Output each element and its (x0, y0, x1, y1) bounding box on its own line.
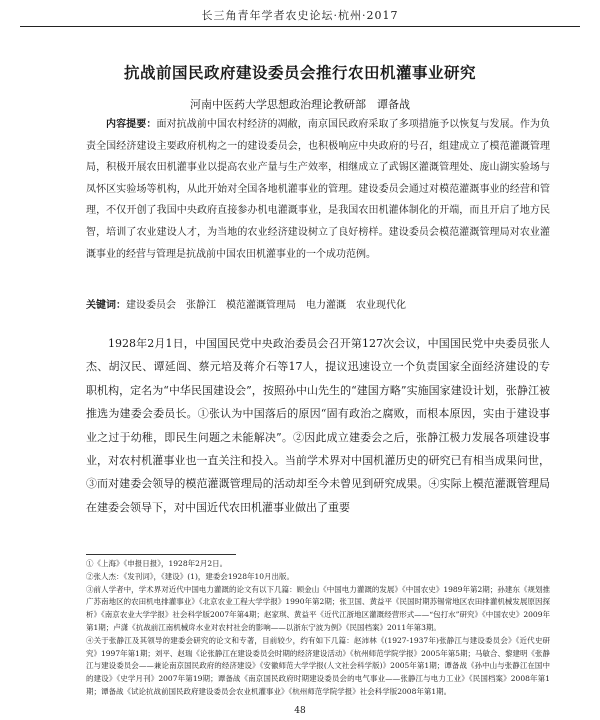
keywords-text: 建设委员会 张静江 模范灌溉管理局 电力灌溉 农业现代化 (126, 300, 406, 311)
keywords (86, 296, 550, 311)
author-affiliation: 河南中医药大学思想政治理论教研部 谭备战 (190, 98, 410, 111)
footnote-item: ④关于张静江及其领导的建委会研究的论文和专著，目前较少，约有如下几篇：赵沛林《(1927-1937年)张静江与建设委员会》《近代史研究》1997年第1期；刘平、赵瑞《论张静江在建设委员会时期的经济建设活动》《杭州师范学院学报》2005年第5期；马敏合、黎建明《张静江与建设委员会——兼论南京国民政府的经济建设》《安徽师范大学学报(人文社会科学版)》2005年第1期；谭备战《孙中山与张静江在国中的建设》《史学月刊》2007年第19期；谭备战《南京国民政府时期建设委员会的电气事业——张静江与电力工业》《民国档案》2008年第1期；谭备战《试论抗战前国民政府建设委员会农业机灌事业》《杭州师范学院学报》社会科学版2008年第1期。 (86, 635, 550, 696)
abstract (86, 114, 550, 265)
footnote-rule (86, 554, 236, 555)
footnote-item: ③前人学者中，学术界对近代中国电力灌溉的论文有以下几篇：顾金山《中国电力灌溉的发展》《中国农史》1989年第2期；孙建东《规划推广苏南地区的农田机电排灌事业》《北京农业工程大学学报》1990年第2期；张卫国、黄益平《民国时期苏锡常地区农田排灌机械发展原因探析》《南京农业大学学报》社会科学版2007年第4期；赵家琪、黄益平《近代江浙地区灌溉经营形式——“包打水”研究》《中国农史》2009年第1期；卢潇《抗战前江南机械戽水业对农村社会的影响——以浙东宁波为例》《民国档案》2011年第3期。 (86, 584, 550, 632)
abstract-label: 内容提要： (106, 119, 157, 130)
keywords-label: 关键词： (86, 300, 126, 311)
footnote-item: ①《上海》《申报日报》，1928年2月2日。 (86, 559, 228, 568)
paper-title: 抗战前国民政府建设委员会推行农田机灌事业研究 (123, 64, 476, 82)
running-header: 长三角青年学者农史论坛·杭州·2017 (201, 9, 399, 22)
page-number: 48 (294, 706, 306, 716)
body-paragraph: 1928年2月1日，中国国民党中央政治委员会召开第127次会议，中国国民党中央委员张人杰、胡汉民、谭延闿、蔡元培及蒋介石等17人，提议迅速设立一个负责国家全面经济建设的专职机构，定名为“中华民国建设会”，按照孙中山先生的“建国方略”实施国家建设计划，张静江被推选为建委会委员长。①张认为中国落后的原因“固有政治之腐败，而根本原因，实由于建设事业之过于幼稚，即民生问题之未能解决”。②因此成立建委会之后，张静江极力发展各项建设事业，对农村机灌事业也一直关注和投入。当前学术界对中国机灌历史的研究已有相当成果问世，③而对建委会领导的模范灌溉管理局的活动却至今未曾见到研究成果。④实际上模范灌溉管理局在建委会领导下，对中国近代农田机灌事业做出了重要 (86, 337, 550, 514)
footnotes (86, 558, 550, 699)
header-rule (20, 26, 580, 27)
abstract-text: 面对抗战前中国农村经济的凋敝，南京国民政府采取了多项措施予以恢复与发展。作为负责全国经济建设主要政府机构之一的建设委员会，也积极响应中央政府的号召，组建成立了模范灌溉管理局，积极开展农田机灌事业以提高农业产量与生产效率，相继成立了武锡区灌溉管理处、庞山湖实验场与凤怀区实验场等机构，从此开始对全国各地机灌事业的管理。建设委员会通过对模范灌溉事业的经营和管理，不仅开创了我国中央政府直接参办机电灌溉事业，是我国农田机灌体制化的开端，而且开启了地方民智，培训了农业建设人才，为当地的农业经济建设树立了良好榜样。建设委员会模范灌溉管理局对农业灌溉事业的经营与管理是抗战前中国农田机灌事业的一个成功范例。 (86, 119, 551, 260)
footnote-item: ②张人杰：《发刊词》，《建设》(1)，建委会1928年10月出版。 (86, 571, 295, 581)
